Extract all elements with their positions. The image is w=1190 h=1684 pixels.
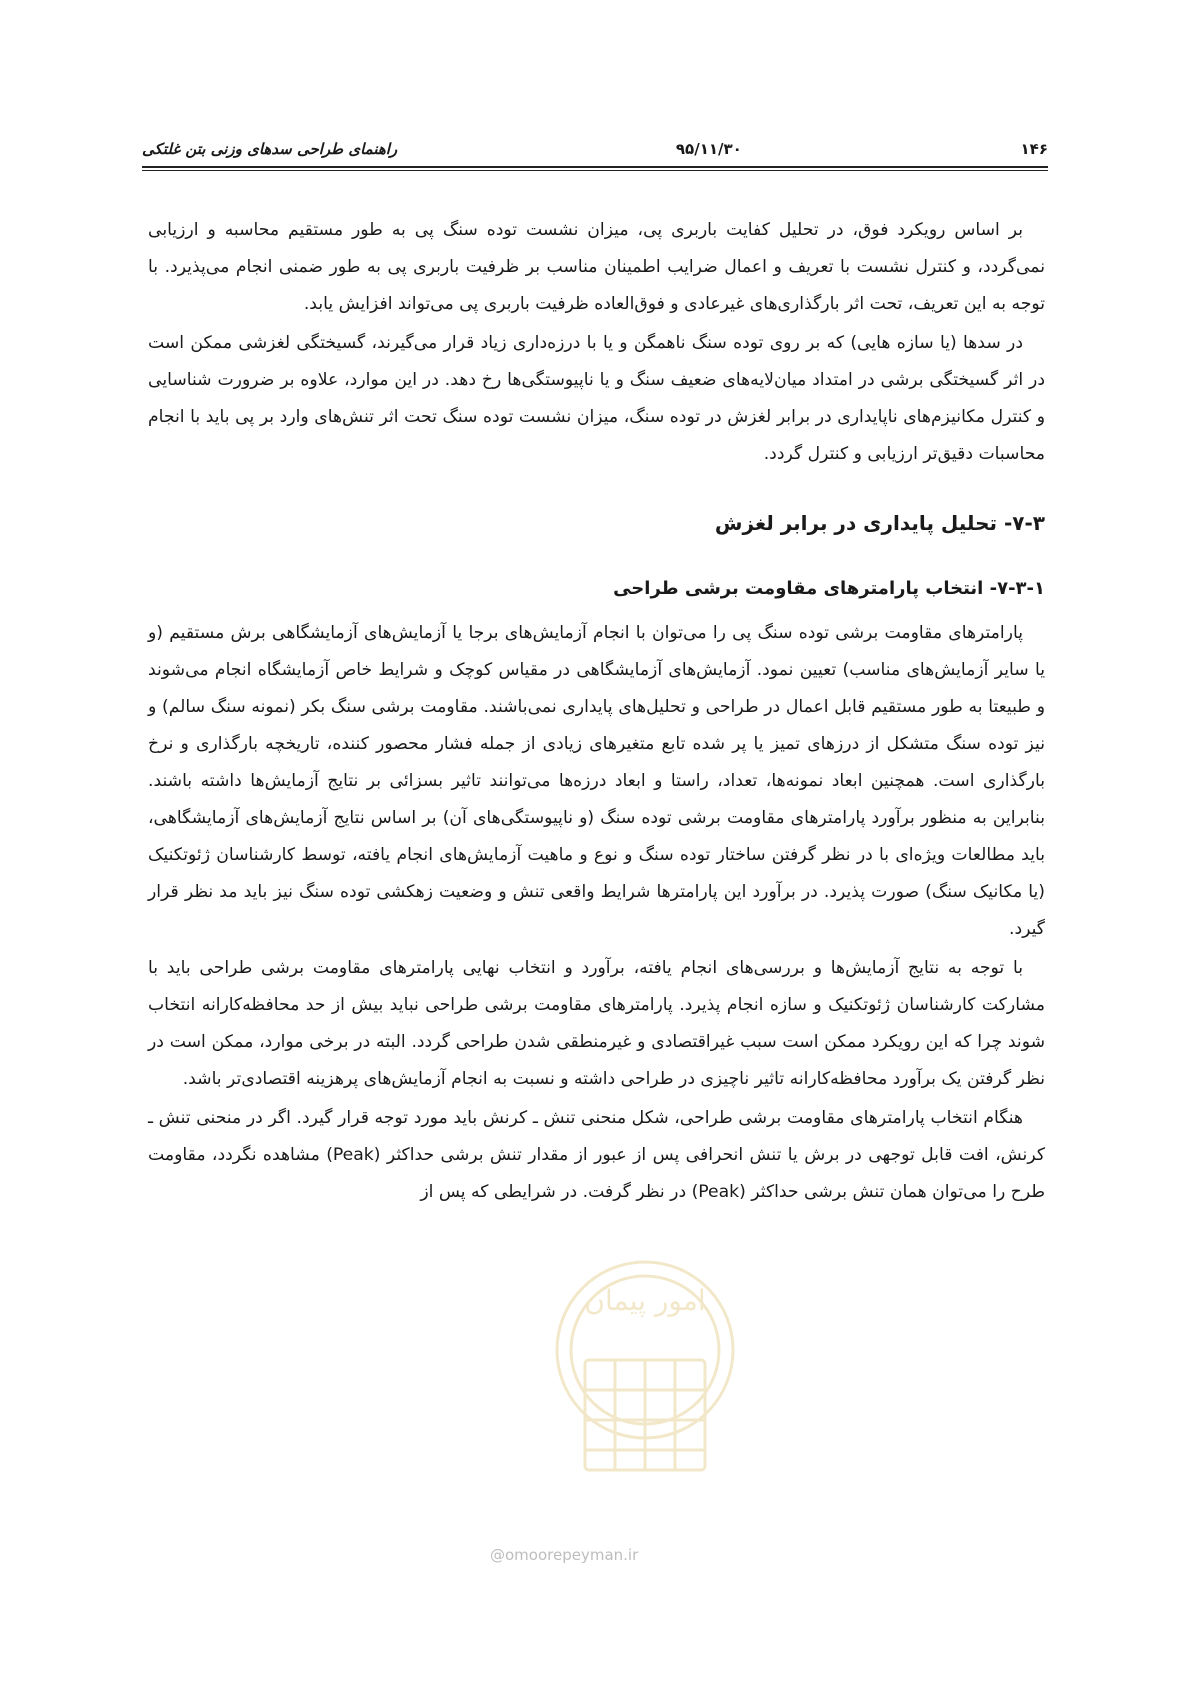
- paragraph: بر اساس رویکرد فوق، در تحلیل کفایت باربری پی، میزان نشست توده سنگ پی به طور مستقیم محاسبه و ارزیابی نمی‌گردد، و کنترل نشست با تعریف و اعمال ضرایب اطمینان مناسب بر ظرفیت باربری پی به طور ضمنی انجام می‌پذیرد. با توجه به این تعریف، تحت اثر بارگذاری‌های غیرعادی و فوق‌العاده ظرفیت باربری پی می‌تواند افزایش یابد.: [148, 220, 1045, 314]
- paragraph: در سدها (یا سازه هایی) که بر روی توده سنگ ناهمگن و یا با درزه‌داری زیاد قرار می‌گیرند، گسیختگی لغزشی ممکن است در اثر گسیختگی برشی در امتداد میان‌لایه‌های ضعیف سنگ و یا ناپیوستگی‌ها رخ دهد. در این موارد، علاوه بر ضرورت شناسایی و کنترل مکانیزم‌های ناپایداری در برابر لغزش در توده سنگ، میزان نشست توده سنگ تحت اثر تنش‌های وارد بر پی باید با انجام محاسبات دقیق‌تر ارزیابی و کنترل گردد.: [148, 333, 1045, 464]
- running-header: [142, 128, 1048, 158]
- page-content: [148, 212, 1045, 1211]
- watermark-url: @omoorepeyman.ir: [490, 1546, 639, 1564]
- paragraph: پارامترهای مقاومت برشی توده سنگ پی را می‌توان با انجام آزمایش‌های برجا یا آزمایش‌های آزمایشگاهی برش مستقیم (و یا سایر آزمایش‌های مناسب) تعیین نمود. آزمایش‌های آزمایشگاهی در مقیاس کوچک و شرایط خاص آزمایشگاه انجام می‌شوند و طبیعتا به طور مستقیم قابل اعمال در طراحی و تحلیل‌های پایداری نمی‌باشند. مقاومت برشی سنگ بکر (نمونه سنگ سالم) و نیز توده سنگ متشکل از درزهای تمیز یا پر شده تابع متغیرهای زیادی از جمله فشار محصور کننده، تاریخچه بارگذاری و نرخ بارگذاری است. همچنین ابعاد نمونه‌ها، تعداد، راستا و ابعاد درزه‌ها می‌توانند تاثیر بسزائی بر نتایج آزمایش‌ها داشته باشند. بنابراین به منظور برآورد پارامترهای مقاومت برشی توده سنگ (و ناپیوستگی‌های آن) بر اساس نتایج آزمایش‌های آزمایشگاهی، باید مطالعات ویژه‌ای با در نظر گرفتن ساختار توده سنگ و نوع و ماهیت آزمایش‌های انجام یافته، توسط کارشناسان ژئوتکنیک (یا مکانیک سنگ) صورت پذیرد. در برآورد این پارامترها شرایط واقعی تنش و وضعیت زهکشی توده سنگ نیز باید مد نظر قرار گیرد.: [148, 623, 1045, 939]
- header-divider: [142, 166, 1048, 171]
- paragraph: با توجه به نتایج آزمایش‌ها و بررسی‌های انجام یافته، برآورد و انتخاب نهایی پارامترهای مقاومت برشی طراحی باید با مشارکت کارشناسان ژئوتکنیک و سازه انجام پذیرد. پارامترهای مقاومت برشی طراحی نباید بیش از حد محافظه‌کارانه انتخاب شوند چرا که این رویکرد ممکن است سبب غیراقتصادی و غیرمنطقی شدن طراحی گردد. البته در برخی موارد، ممکن است در نظر گرفتن یک برآورد محافظه‌کارانه تاثیر ناچیزی در طراحی داشته و نسبت به انجام آزمایش‌های پرهزینه اقتصادی‌تر باشد.: [148, 958, 1045, 1089]
- section-heading: ۷-۳- تحلیل پایداری در برابر لغزش: [714, 511, 1045, 535]
- header-title: راهنمای طراحی سدهای وزنی بتن غلتکی: [142, 140, 398, 158]
- watermark-logo: [545, 1250, 745, 1490]
- page-number: ۱۴۶: [1020, 140, 1048, 158]
- paragraph: هنگام انتخاب پارامترهای مقاومت برشی طراحی، شکل منحنی تنش ـ کرنش باید مورد توجه قرار گیرد. اگر در منحنی تنش ـ کرنش، افت قابل توجهی در برش یا تنش انحرافی پس از عبور از مقدار تنش برشی حداکثر (Peak) مشاهده نگردد، مقاومت طرح را می‌توان همان تنش برشی حداکثر (Peak) در نظر گرفت. در شرایطی که پس از: [148, 1108, 1045, 1202]
- subsection-heading: ۷-۳-۱- انتخاب پارامترهای مقاومت برشی طراحی: [613, 578, 1045, 599]
- header-date: ۹۵/۱۱/۳۰: [675, 140, 742, 158]
- watermark-logo-text: امور پیمان: [584, 1284, 706, 1317]
